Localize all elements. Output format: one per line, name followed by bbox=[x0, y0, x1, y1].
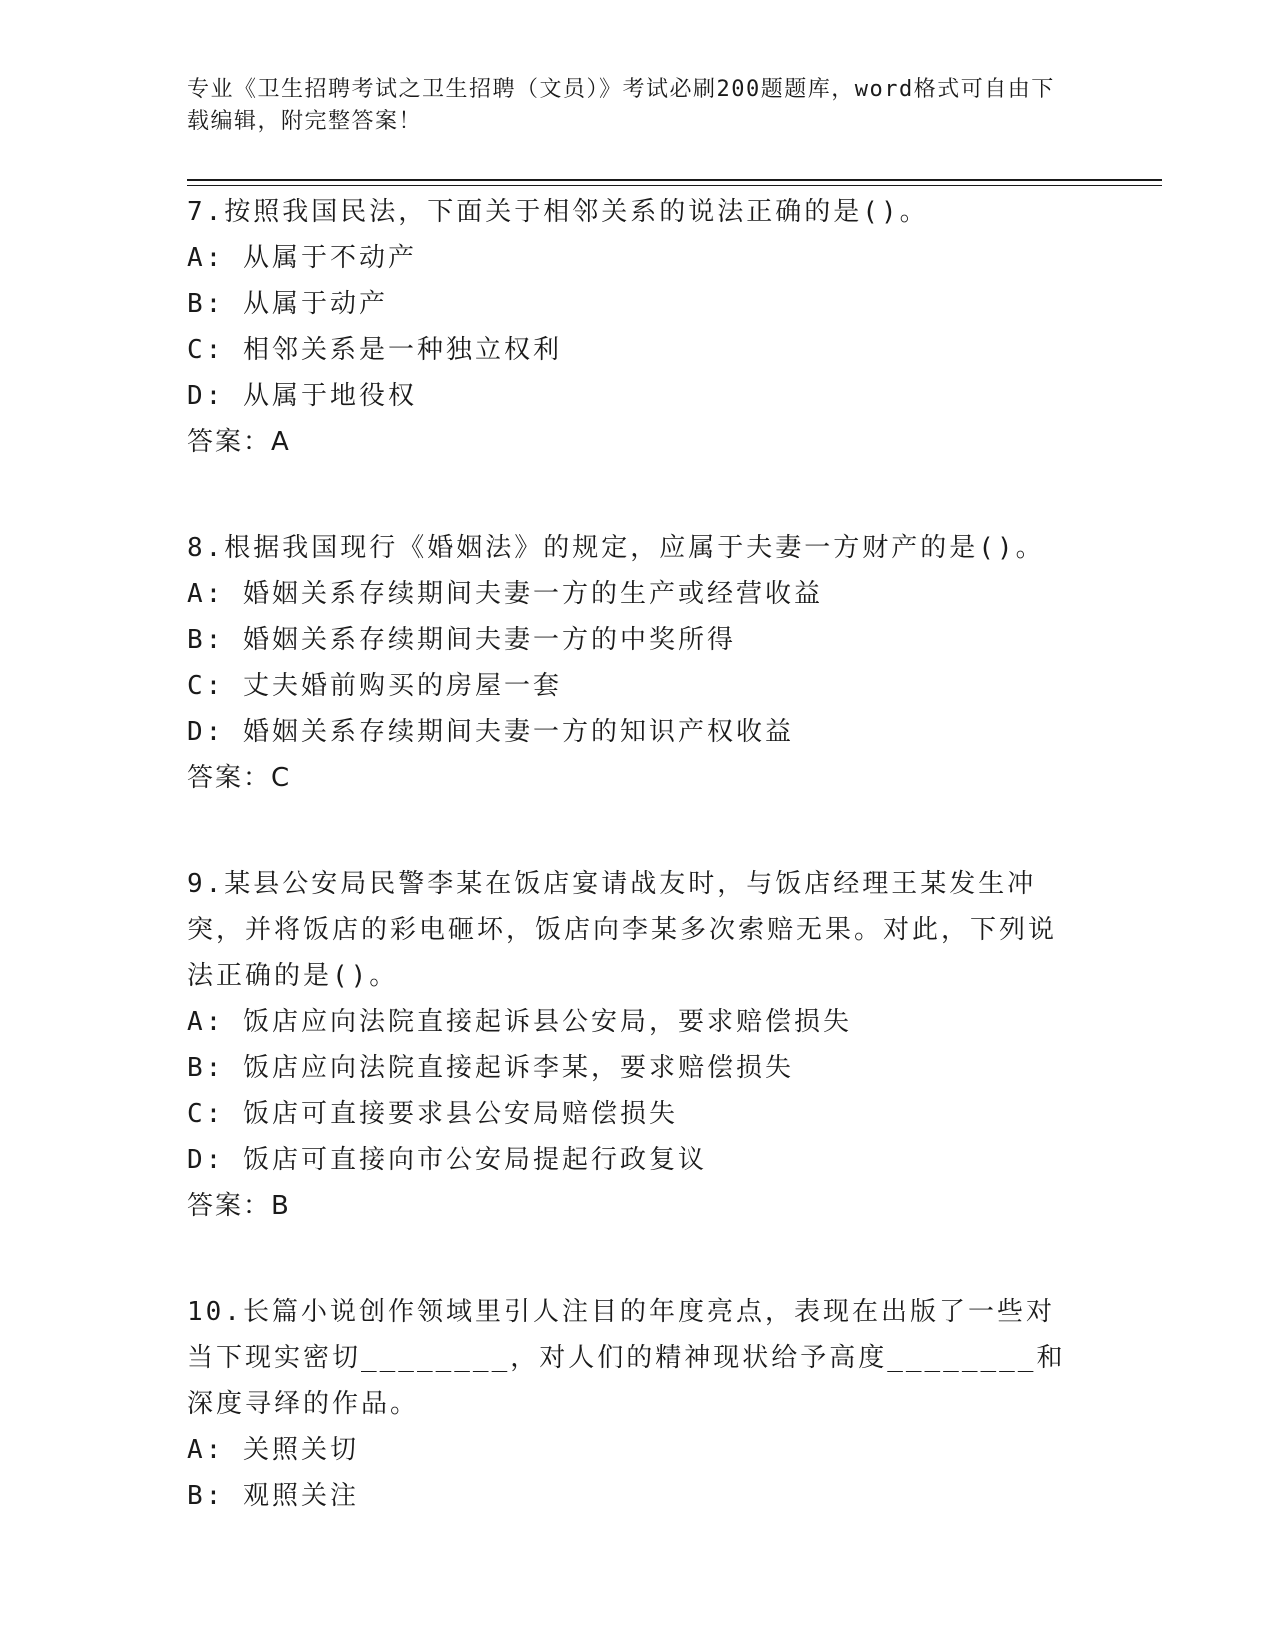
question-stem: 10.长篇小说创作领域里引人注目的年度亮点，表现在出版了一些对当下现实密切________，对人们的精神现状给予高度________和深度寻绎的作品。 bbox=[187, 1297, 1066, 1419]
question-stem: 8.根据我国现行《婚姻法》的规定，应属于夫妻一方财产的是()。 bbox=[187, 533, 1045, 563]
option-a: A: 饭店应向法院直接起诉县公安局，要求赔偿损失 bbox=[187, 1007, 852, 1037]
question-10 bbox=[187, 1289, 1077, 1519]
option-b: B: 从属于动产 bbox=[187, 289, 388, 319]
answer-line: 答案：B bbox=[187, 1191, 291, 1221]
question-8 bbox=[187, 525, 1077, 801]
question-9 bbox=[187, 861, 1077, 1229]
option-a: A: 从属于不动产 bbox=[187, 243, 417, 273]
question-stem: 7.按照我国民法，下面关于相邻关系的说法正确的是()。 bbox=[187, 197, 929, 227]
answer-line: 答案：C bbox=[187, 763, 292, 793]
header-divider-thick bbox=[187, 179, 1162, 181]
option-c: C: 相邻关系是一种独立权利 bbox=[187, 335, 562, 365]
option-a: A: 关照关切 bbox=[187, 1435, 359, 1465]
option-b: B: 饭店应向法院直接起诉李某，要求赔偿损失 bbox=[187, 1053, 794, 1083]
option-a: A: 婚姻关系存续期间夫妻一方的生产或经营收益 bbox=[187, 579, 823, 609]
option-b: B: 婚姻关系存续期间夫妻一方的中奖所得 bbox=[187, 625, 736, 655]
document-header: 专业《卫生招聘考试之卫生招聘（文员）》考试必刷200题题库，word格式可自由下载编辑，附完整答案！ bbox=[187, 77, 1055, 134]
option-d: D: 从属于地役权 bbox=[187, 381, 417, 411]
question-7 bbox=[187, 189, 1077, 465]
question-stem: 9.某县公安局民警李某在饭店宴请战友时，与饭店经理王某发生冲突，并将饭店的彩电砸坏，饭店向李某多次索赔无果。对此，下列说法正确的是()。 bbox=[187, 869, 1058, 991]
option-d: D: 饭店可直接向市公安局提起行政复议 bbox=[187, 1145, 707, 1175]
option-c: C: 饭店可直接要求县公安局赔偿损失 bbox=[187, 1099, 678, 1129]
question-list bbox=[187, 189, 1077, 1579]
answer-line: 答案：A bbox=[187, 427, 291, 457]
header-divider-thin bbox=[187, 185, 1162, 186]
option-d: D: 婚姻关系存续期间夫妻一方的知识产权收益 bbox=[187, 717, 794, 747]
option-c: C: 丈夫婚前购买的房屋一套 bbox=[187, 671, 562, 701]
option-b: B: 观照关注 bbox=[187, 1481, 359, 1511]
